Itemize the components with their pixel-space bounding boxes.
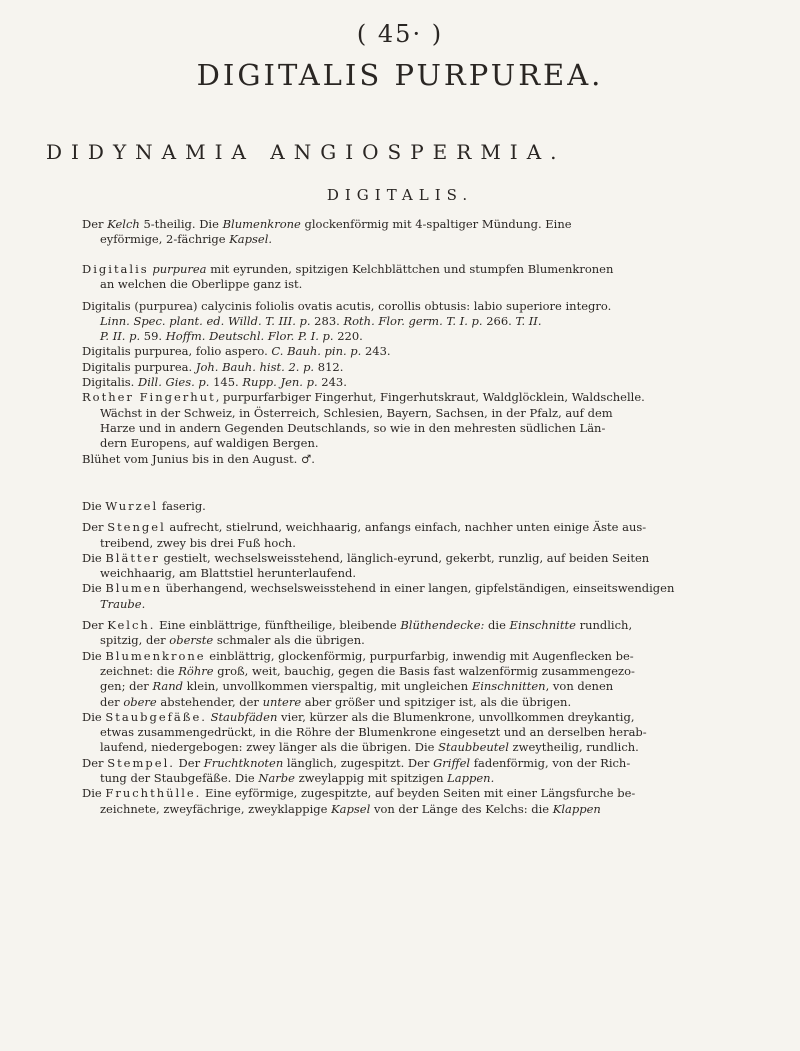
text: zeichnete, zweyfächrige, zweyklappige xyxy=(100,801,332,816)
term: Fruchtknoten xyxy=(203,755,284,770)
desc-staub-cont-1: etwas zusammengedrückt, in die Röhre der Blumenkrone eingesetzt und an derselben herab- xyxy=(100,725,647,740)
species-diagnosis-cont: an welchen die Oberlippe ganz ist. xyxy=(100,277,303,292)
habitat-line-2: Harze und in andern Gegenden Deutschlands, so wie in den mehresten südlichen Län- xyxy=(100,420,606,435)
text: zeichnet: die xyxy=(100,663,179,678)
desc-stempel-cont xyxy=(82,771,772,786)
page: 812. xyxy=(314,359,344,374)
text: abstehender, der xyxy=(156,694,263,709)
description-section xyxy=(82,499,772,817)
page: 266. xyxy=(482,313,516,328)
linnaean-class xyxy=(46,140,766,164)
term: Stempel. xyxy=(107,755,175,770)
text: tung der Staubgefäße. Die xyxy=(100,771,259,786)
text: laufend, niedergebogen: zwey länger als die übrigen. Die xyxy=(100,740,439,755)
text: aufrecht, stielrund, weichhaarig, anfangs einfach, nachher unten einige Äste aus- xyxy=(165,520,647,535)
species-diagnosis xyxy=(82,262,772,277)
text: gen; der xyxy=(100,679,153,694)
text: überhangend, wechselsweisstehend in einer langen, gipfelständigen, einseitswendigen xyxy=(162,581,675,596)
term: untere xyxy=(262,694,302,709)
desc-fruchthuelle xyxy=(82,786,772,801)
vernacular-names xyxy=(82,390,772,405)
text: faserig. xyxy=(158,499,206,513)
term: Fruchthülle. xyxy=(105,786,202,801)
habitat-line-3: dern Europens, auf waldigen Bergen. xyxy=(100,436,319,451)
text: Der xyxy=(174,755,204,770)
genus-character xyxy=(82,217,772,248)
ref: Joh. Bauh. hist. 2. p. xyxy=(195,359,315,374)
term: Rand xyxy=(152,679,183,694)
term: Einschnitte xyxy=(509,618,576,633)
text: einblättrig, glockenförmig, purpurfarbig, inwendig mit Augenflecken be- xyxy=(205,648,634,663)
ref: C. Bauh. pin. p. xyxy=(271,344,362,359)
text: rundlich, xyxy=(575,618,633,633)
page: 220. xyxy=(333,329,363,344)
ref: Linn. Spec. plant. ed. Willd. T. III. p. xyxy=(100,313,311,328)
text: gestielt, wechselsweisstehend, länglich-eyrund, gekerbt, runzlig, auf beiden Seiten xyxy=(159,550,650,565)
term: Kapsel xyxy=(331,801,371,816)
ref: Rupp. Jen. p. xyxy=(242,375,318,390)
synonym-dill-rupp xyxy=(82,375,772,390)
text: Digitalis purpurea, folio aspero. xyxy=(82,344,272,359)
text: der xyxy=(100,694,124,709)
desc-kelch xyxy=(82,618,772,633)
ref: P. II. p. xyxy=(100,329,141,344)
text: zweytheilig, rundlich. xyxy=(508,740,639,755)
text: Die xyxy=(82,581,106,596)
text: Die xyxy=(82,550,106,565)
linnaean-class-text: DIDYNAMIA ANGIOSPERMIA. xyxy=(46,140,566,164)
ref: Dill. Gies. p. xyxy=(137,375,210,390)
page-number: ( 45· ) xyxy=(356,20,444,48)
ref: T. II. xyxy=(515,313,542,328)
term: Staubbeutel xyxy=(438,740,509,755)
desc-blaetter xyxy=(82,551,772,566)
synonym-bauhin-j xyxy=(82,360,772,375)
page: 145. xyxy=(209,375,243,390)
text: Digitalis. xyxy=(82,375,138,390)
desc-stengel xyxy=(82,520,772,535)
text: Der xyxy=(82,755,108,770)
term: Röhre xyxy=(178,663,214,678)
species-section xyxy=(82,262,772,467)
desc-blumen xyxy=(82,581,772,596)
text: länglich, zugespitzt. Der xyxy=(283,755,434,770)
synonym-bauhin-c xyxy=(82,344,772,359)
desc-krone-cont-3 xyxy=(82,695,772,710)
text: Der xyxy=(82,618,108,633)
synonym-linnaeus: Digitalis (purpurea) calycinis foliolis ovatis acutis, corollis obtusis: labio superiore integro. xyxy=(82,298,612,313)
desc-blumen-cont xyxy=(82,597,772,612)
text: glockenförmig mit 4-spaltiger Mündung. Eine xyxy=(300,217,572,231)
term: oberste xyxy=(169,633,214,648)
desc-staub-cont-2 xyxy=(82,740,772,755)
desc-stengel-cont: treibend, zwey bis drei Fuß hoch. xyxy=(100,535,296,550)
desc-frucht-cont xyxy=(82,802,772,817)
desc-staubgefaesse xyxy=(82,710,772,725)
desc-wurzel xyxy=(82,499,772,514)
term: Staubgefäße. xyxy=(105,709,207,724)
desc-krone xyxy=(82,649,772,664)
term: Blüthendecke: xyxy=(400,618,485,633)
term: Blumenkrone xyxy=(105,648,206,663)
text: fadenförmig, von der Rich- xyxy=(470,755,631,770)
genus-heading: DIGITALIS. xyxy=(326,186,474,204)
text: 5-theilig. Die xyxy=(139,217,223,231)
desc-blaetter-cont: weichhaarig, am Blattstiel herunterlaufend. xyxy=(100,566,356,581)
text: Die xyxy=(82,709,106,724)
text: klein, unvollkommen vierspaltig, mit ungleichen xyxy=(182,679,472,694)
page-title: DIGITALIS PURPUREA. xyxy=(196,58,604,92)
synonym-refs-1 xyxy=(82,314,772,329)
text: groß, weit, bauchig, gegen die Basis fast walzenförmig zusammengezo- xyxy=(213,663,635,678)
term: obere xyxy=(123,694,157,709)
page: 243. xyxy=(317,375,347,390)
page: 243. xyxy=(361,344,391,359)
species-epithet: purpurea xyxy=(148,262,207,276)
term-blumenkrone: Blumenkrone xyxy=(222,217,301,231)
term: Klappen xyxy=(552,801,601,816)
text: eyförmige, 2-fächrige xyxy=(100,232,230,247)
text: von der Länge des Kelchs: die xyxy=(370,801,553,816)
desc-stempel xyxy=(82,756,772,771)
term: Narbe xyxy=(258,771,295,786)
desc-krone-cont-2 xyxy=(82,679,772,694)
text: Eine einblättrige, fünftheilige, bleibende xyxy=(155,618,401,633)
text: spitzig, der xyxy=(100,633,170,648)
text: , von denen xyxy=(545,679,614,694)
text: Der xyxy=(82,217,108,231)
text: Der xyxy=(82,520,108,535)
term: Einschnitten xyxy=(471,679,546,694)
text: , purpurfarbiger Fingerhut, Fingerhutskraut, Waldglöcklein, Waldschelle. xyxy=(215,390,645,405)
text: zweylappig mit spitzigen xyxy=(294,771,448,786)
text: mit eyrunden, spitzigen Kelchblättchen und stumpfen Blumenkronen xyxy=(206,262,614,276)
term: Blätter xyxy=(105,550,160,565)
term-kelch: Kelch xyxy=(107,217,140,231)
ref: Hoffm. Deutschl. Flor. P. I. p. xyxy=(165,329,334,344)
character-line-1 xyxy=(82,217,772,232)
desc-kelch-cont xyxy=(82,633,772,648)
text: aber größer und spitziger ist, als die übrigen. xyxy=(301,694,572,709)
term: Griffel xyxy=(433,755,471,770)
term: Stengel xyxy=(107,520,166,535)
character-line-2 xyxy=(82,232,772,247)
text: schmaler als die übrigen. xyxy=(213,633,365,648)
term-kapsel: Kapsel. xyxy=(229,232,273,247)
text: Die xyxy=(82,786,106,801)
page: 283. xyxy=(310,313,344,328)
text: Digitalis purpurea. xyxy=(82,359,196,374)
term: Kelch. xyxy=(107,618,156,633)
term: Traube. xyxy=(100,596,146,611)
desc-krone-cont-1 xyxy=(82,664,772,679)
text: Die xyxy=(82,499,106,513)
term: Wurzel xyxy=(105,499,159,513)
species-genus: Digitalis xyxy=(82,262,149,276)
page: 59. xyxy=(140,329,166,344)
habitat-line-1: Wächst in der Schweiz, in Österreich, Schlesien, Bayern, Sachsen, in der Pfalz, auf dem xyxy=(100,405,613,420)
text: Die xyxy=(82,648,106,663)
ref: Roth. Flor. germ. T. I. p. xyxy=(343,313,483,328)
text: die xyxy=(484,618,510,633)
text: vier, kürzer als die Blumenkrone, unvollkommen dreykantig, xyxy=(277,709,635,724)
common-name: Rother Fingerhut xyxy=(82,390,216,405)
text: Eine eyförmige, zugespitzte, auf beyden Seiten mit einer Längsfurche be- xyxy=(201,786,636,801)
term: Blumen xyxy=(105,581,163,596)
term: Lappen. xyxy=(447,771,495,786)
flowering-time: Blühet vom Junius bis in den August. ♂. xyxy=(82,451,315,466)
synonym-refs-2 xyxy=(82,329,772,344)
term: Staubfäden xyxy=(210,709,278,724)
